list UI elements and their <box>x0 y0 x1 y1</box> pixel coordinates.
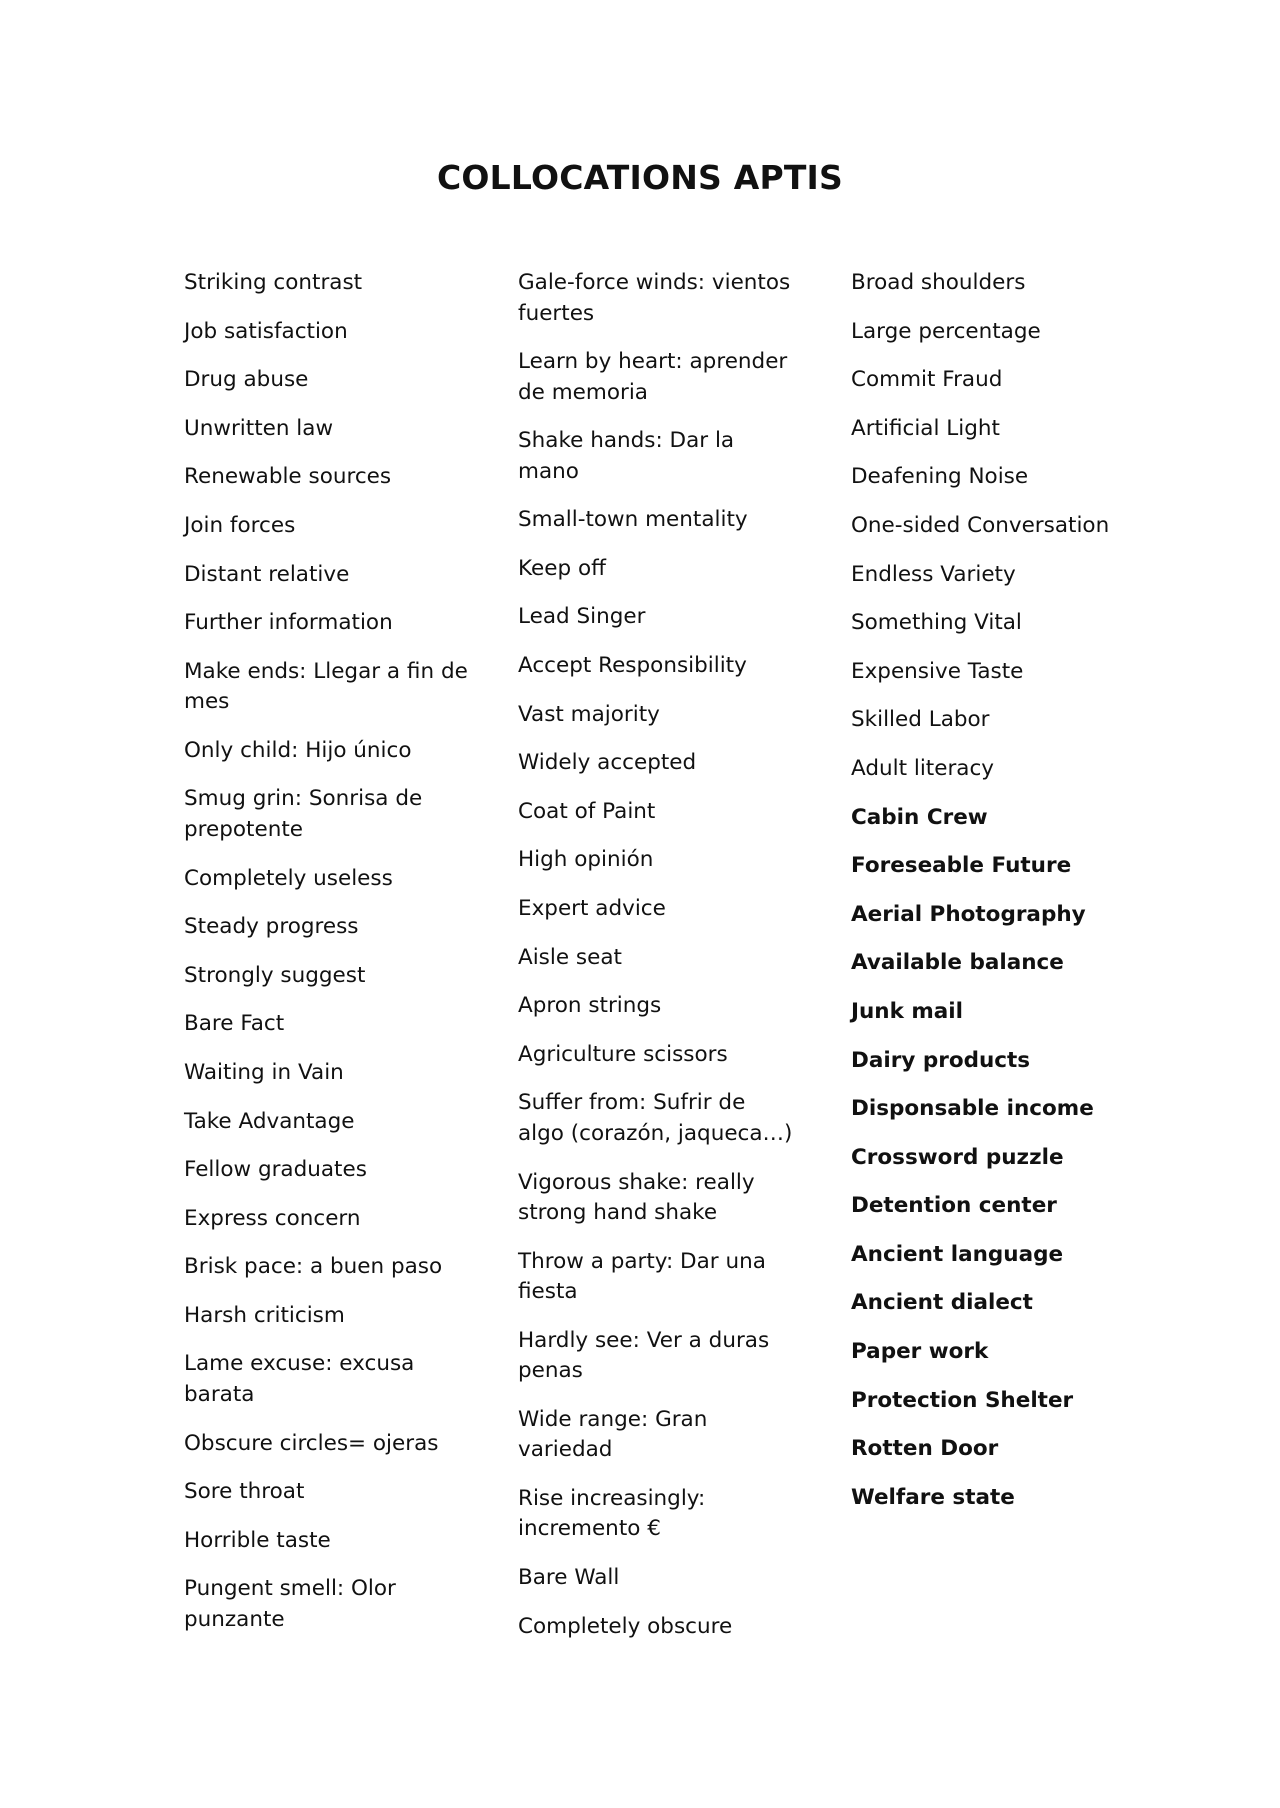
collocation-item: Aerial Photography <box>851 901 1086 927</box>
collocation-item: Large percentage <box>851 318 1041 344</box>
collocation-item: Expensive Taste <box>851 658 1024 684</box>
collocation-item: Make ends: Llegar a fin de mes <box>184 658 468 715</box>
collocation-item: Harsh criticism <box>184 1302 345 1328</box>
collocation-item: Bare Fact <box>184 1011 285 1037</box>
collocation-item: Learn by heart: aprender de memoria <box>518 349 788 405</box>
collocation-item: Something Vital <box>851 610 1022 636</box>
collocation-item: Accept Responsibility <box>518 653 747 679</box>
collocation-item: Hardly see: Ver a duras penas <box>518 1327 770 1384</box>
collocation-item: Only child: Hijo único <box>184 737 412 763</box>
collocation-item: Vast majority <box>518 701 660 727</box>
collocation-item: Foreseable Future <box>851 853 1072 879</box>
collocation-item: Dairy products <box>851 1047 1031 1073</box>
collocation-column-2 <box>518 268 798 1660</box>
collocation-item: Disponsable income <box>851 1096 1094 1122</box>
collocation-item: Vigorous shake: really strong hand shake <box>518 1169 755 1225</box>
collocation-item: Job satisfaction <box>184 318 348 344</box>
collocation-item: Pungent smell: Olor punzante <box>184 1576 396 1632</box>
collocation-item: Keep off <box>518 555 606 581</box>
collocation-item: Wide range: Gran variedad <box>518 1406 708 1463</box>
collocation-item: Skilled Labor <box>851 707 990 733</box>
document-title: COLLOCATIONS APTIS <box>437 158 843 197</box>
collocation-item: Horrible taste <box>184 1527 331 1553</box>
collocation-item: Completely useless <box>184 865 393 891</box>
collocation-item: Sore throat <box>184 1479 305 1505</box>
collocation-item: Small-town mentality <box>518 507 748 533</box>
collocation-item: High opinión <box>518 847 654 873</box>
collocation-item: Gale-force winds: vientos fuertes <box>518 270 791 326</box>
collocation-item: Crossword puzzle <box>851 1144 1064 1170</box>
collocation-item: Take Advantage <box>184 1108 355 1134</box>
collocation-item: Suffer from: Sufrir de algo (corazón, jaqueca…) <box>518 1090 793 1146</box>
collocation-item: Further information <box>184 610 393 636</box>
collocation-item: Rotten Door <box>851 1436 999 1462</box>
collocation-item: Deafening Noise <box>851 464 1029 490</box>
collocation-item: Lame excuse: excusa barata <box>184 1351 415 1407</box>
collocation-item: Unwritten law <box>184 415 334 441</box>
collocation-item: Ancient language <box>851 1241 1064 1267</box>
collocation-item: Cabin Crew <box>851 804 988 830</box>
collocation-item: Agriculture scissors <box>518 1041 728 1067</box>
collocation-item: Expert advice <box>518 896 666 922</box>
collocation-column-3 <box>851 268 1151 1531</box>
collocation-item: Bare Wall <box>518 1564 620 1590</box>
collocation-item: Drug abuse <box>184 367 309 393</box>
collocation-item: Strongly suggest <box>184 962 366 988</box>
collocation-item: Commit Fraud <box>851 367 1003 393</box>
collocation-item: Paper work <box>851 1339 989 1365</box>
collocation-item: Waiting in Vain <box>184 1059 344 1085</box>
collocation-item: Apron strings <box>518 993 662 1019</box>
collocation-item: Artificial Light <box>851 415 1000 441</box>
collocation-item: Completely obscure <box>518 1613 733 1639</box>
collocation-item: Welfare state <box>851 1484 1015 1510</box>
collocation-item: Lead Singer <box>518 604 646 630</box>
collocation-item: Junk mail <box>851 998 964 1024</box>
collocation-item: Broad shoulders <box>851 270 1026 295</box>
collocation-item: Smug grin: Sonrisa de prepotente <box>184 786 423 842</box>
collocation-item: Fellow graduates <box>184 1157 367 1183</box>
collocation-item: Shake hands: Dar la mano <box>518 428 735 484</box>
collocation-item: Express concern <box>184 1205 361 1231</box>
collocation-item: Striking contrast <box>184 270 363 295</box>
collocation-column-1 <box>184 268 484 1653</box>
collocation-item: Adult literacy <box>851 755 995 781</box>
collocation-item: Distant relative <box>184 561 350 587</box>
collocation-item: One-sided Conversation <box>851 512 1110 538</box>
collocation-item: Aisle seat <box>518 944 622 970</box>
collocation-item: Detention center <box>851 1193 1057 1219</box>
collocation-item: Widely accepted <box>518 750 697 776</box>
collocation-item: Ancient dialect <box>851 1290 1033 1316</box>
collocation-item: Endless Variety <box>851 561 1016 587</box>
collocation-item: Brisk pace: a buen paso <box>184 1254 443 1280</box>
collocation-item: Throw a party: Dar una fiesta <box>518 1248 766 1305</box>
collocation-item: Coat of Paint <box>518 798 656 824</box>
collocation-item: Renewable sources <box>184 464 392 490</box>
collocation-item: Steady progress <box>184 914 359 940</box>
collocation-item: Obscure circles= ojeras <box>184 1430 439 1456</box>
collocation-item: Protection Shelter <box>851 1387 1074 1413</box>
collocation-item: Rise increasingly: incremento € <box>518 1485 706 1542</box>
collocation-item: Available balance <box>851 950 1064 976</box>
collocation-item: Join forces <box>184 512 296 538</box>
